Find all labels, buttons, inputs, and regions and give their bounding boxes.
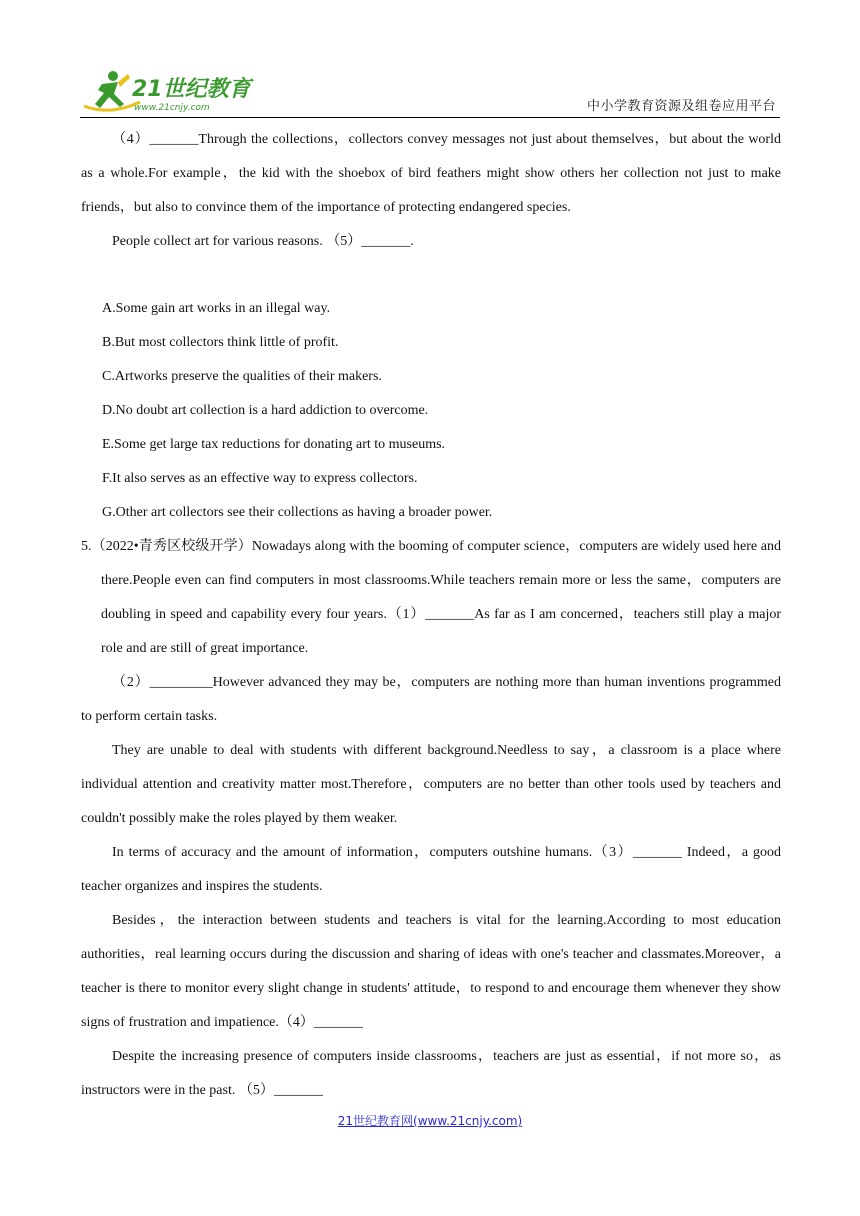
spacer (81, 259, 781, 292)
option-g: G.Other art collectors see their collections as having a broader power. (102, 505, 493, 520)
platform-title: 中小学教育资源及组卷应用平台 (586, 99, 776, 114)
document-body (81, 123, 781, 1108)
logo-url: www.21cnjy.com (134, 103, 210, 113)
option-c: C.Artworks preserve the qualities of their makers. (102, 369, 382, 384)
option-a: A.Some gain art works in an illegal way. (102, 301, 331, 316)
option-d: D.No doubt art collection is a hard addiction to overcome. (102, 403, 429, 418)
question-5-paragraph: （2）_________However advanced they may be，computers are nothing more than human inventions programmed to perform certain tasks. (81, 675, 781, 724)
question-5-paragraph: Despite the increasing presence of computers inside classrooms，teachers are just as essential，if not more so，as instructors were in the past. （5）_______ (81, 1049, 781, 1098)
option-e: E.Some get large tax reductions for donating art to museums. (102, 437, 446, 452)
passage-paragraph: People collect art for various reasons. （5）_______. (112, 234, 414, 249)
question-5-paragraph: In terms of accuracy and the amount of information，computers outshine humans.（3）_______ Indeed，a good teacher organizes and inspires the students. (81, 845, 781, 894)
option-f: F.It also serves as an effective way to express collectors. (102, 471, 418, 486)
logo (80, 66, 260, 116)
page-header (0, 0, 860, 120)
question-5-paragraph: Besides，the interaction between students and teachers is vital for the learning.According to most education authorities，real learning occurs during the discussion and sharing of ideas with one's teacher and classmates.Moreover，a teacher is there to monitor every slight change in students' attitude，to respond to and encourage them whenever they show signs of frustration and impatience.（4）_______ (81, 913, 781, 1030)
question-5-intro: 5.（2022•青秀区校级开学）Nowadays along with the booming of computer science，computers are widely used here and there.People even can find computers in most classrooms.While teachers remain more or less the same，computers are doubling in speed and capability every four years.（1）_______As far as I am concerned，teachers still play a major role and are still of great importance. (81, 539, 781, 656)
logo-text: 21世纪教育 (132, 77, 251, 102)
option-b: B.But most collectors think little of profit. (102, 335, 339, 350)
footer-link[interactable]: 21世纪教育网(www.21cnjy.com) (337, 1114, 523, 1128)
question-5-paragraph: They are unable to deal with students with different background.Needless to say，a classroom is a place where individual attention and creativity matter most.Therefore，computers are no better than other tools used by teachers and couldn't possibly make the roles played by them weaker. (81, 743, 781, 826)
running-man-logo-icon (80, 66, 260, 116)
page-footer (0, 1112, 860, 1129)
header-divider (80, 117, 780, 118)
passage-paragraph: （4）_______Through the collections，collectors convey messages not just about themselves，but about the world as a whole.For example，the kid with the shoebox of bird feathers might show others her collection not just to make friends，but also to convince them of the importance of protecting endangered species. (81, 132, 781, 215)
